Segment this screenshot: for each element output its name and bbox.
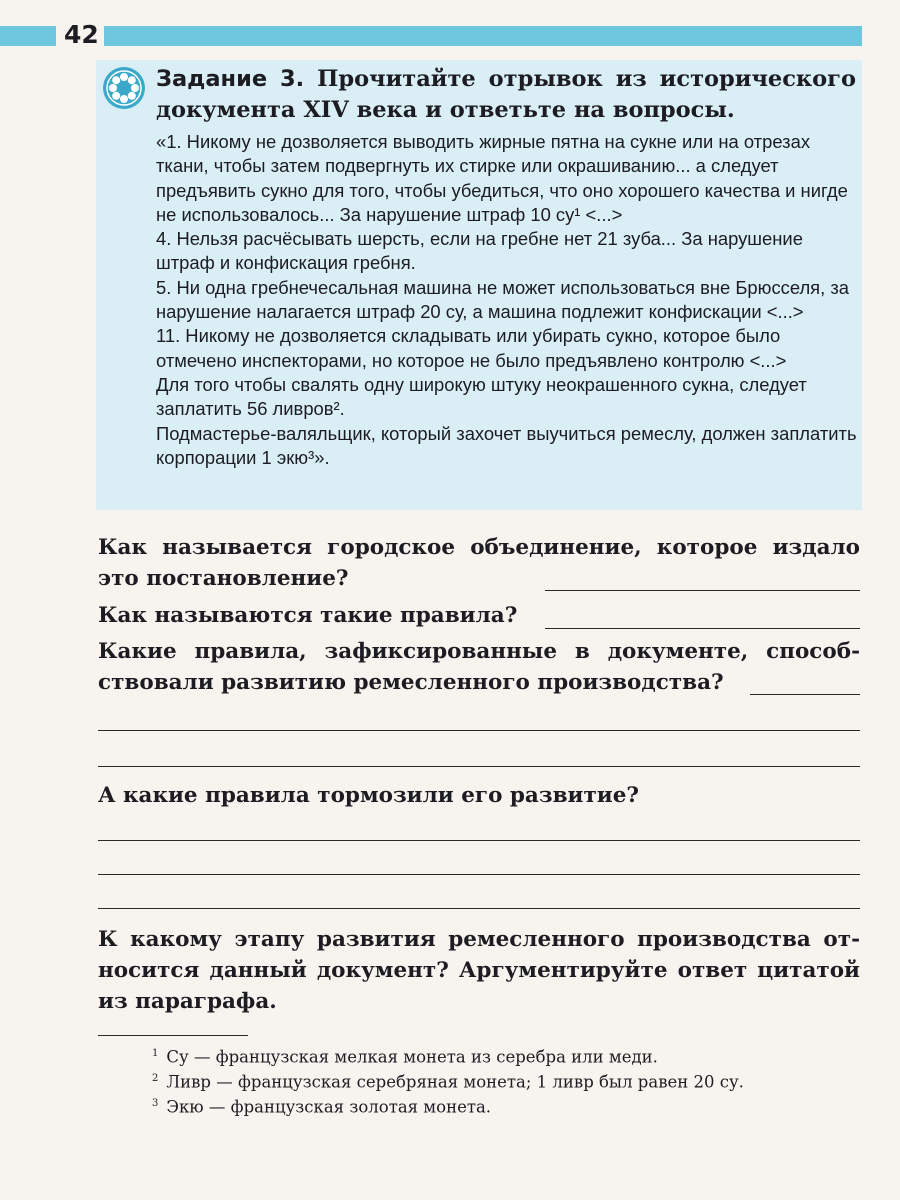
quote-paragraph: 5. Ни одна гребнечесальная машина не может использоваться вне Брюсселя, за нарушение налагается штраф 20 су, а машина подлежит конфискации <...> (156, 276, 850, 323)
footnote-3-marker: 3 (152, 1098, 159, 1109)
task-label: Задание 3. (156, 66, 305, 92)
question-1 (98, 532, 860, 594)
question-5-line-2: носится данный документ? Аргументируйте ответ цитатой (98, 958, 860, 983)
question-5 (98, 924, 860, 1017)
question-3 (98, 636, 860, 698)
question-5-line-3: из параграфа. (98, 989, 277, 1014)
header-bar-left (0, 26, 56, 46)
answer-line[interactable] (98, 730, 860, 731)
answer-line[interactable] (98, 908, 860, 909)
quote-paragraph: Подмастерье-валяльщик, который захочет выучиться ремеслу, должен заплатить корпорации 1 экю³». (156, 422, 857, 468)
footnote-1-text: Су — французская мелкая монета из серебра или меди. (166, 1047, 658, 1067)
quote-paragraph: 4. Нельзя расчёсывать шерсть, если на гребне нет 21 зуба... За нарушение штраф и конфискация гребня. (156, 228, 803, 274)
question-5-line-1: К какому этапу развития ремесленного производства от- (98, 927, 860, 952)
footnote-2-text: Ливр — французская серебряная монета; 1 ливр был равен 20 су. (166, 1072, 744, 1092)
quote-paragraph: Для того чтобы свалять одну широкую штуку неокрашенного сукна, следует заплатить 56 ливров². (156, 373, 807, 420)
task-title: Прочитайте отрывок из исторического документа XIV века и ответьте на вопросы. (156, 66, 856, 123)
document-quote (156, 130, 860, 470)
footnote-3-text: Экю — французская золотая монета. (166, 1097, 492, 1117)
question-1-line-1: Как называется городское объединение, которое издало (98, 535, 860, 560)
answer-line[interactable] (545, 590, 860, 591)
footnote-divider (98, 1035, 248, 1036)
task-flower-icon (102, 66, 146, 110)
header-bar-right (104, 26, 862, 46)
footnote-2 (152, 1068, 744, 1094)
answer-line[interactable] (750, 694, 860, 695)
quote-paragraph: «1. Никому не дозволяется выводить жирные пятна на сукне или на отрезах ткани, чтобы затем подвергнуть их стирке или окрашиванию... а следует предъявить сукно для того, чтобы убедиться, что оно хорошего качества и нигде не использовалось... За нарушение штраф 10 су¹ <...> (156, 131, 848, 225)
answer-line[interactable] (98, 840, 860, 841)
answer-line[interactable] (545, 628, 860, 629)
page-number: 42 (64, 20, 99, 49)
footnote-3 (152, 1093, 491, 1119)
footnote-1-marker: 1 (152, 1048, 159, 1059)
footnote-1 (152, 1043, 658, 1069)
question-3-line-2: ствовали развитию ремесленного производства? (98, 670, 724, 695)
quote-paragraph: 11. Никому не дозволяется складывать или убирать сукно, которое было отмечено инспекторами, но которое не было предъявлено контролю <...> (156, 325, 787, 371)
question-4: А какие правила тормозили его развитие? (98, 783, 640, 808)
question-1-line-2: это постановление? (98, 566, 349, 591)
answer-line[interactable] (98, 766, 860, 767)
footnote-2-marker: 2 (152, 1073, 159, 1084)
answer-line[interactable] (98, 874, 860, 875)
question-2: Как называются такие правила? (98, 603, 518, 628)
task-heading (156, 64, 856, 126)
question-3-line-1: Какие правила, зафиксированные в документе, способ- (98, 639, 860, 664)
